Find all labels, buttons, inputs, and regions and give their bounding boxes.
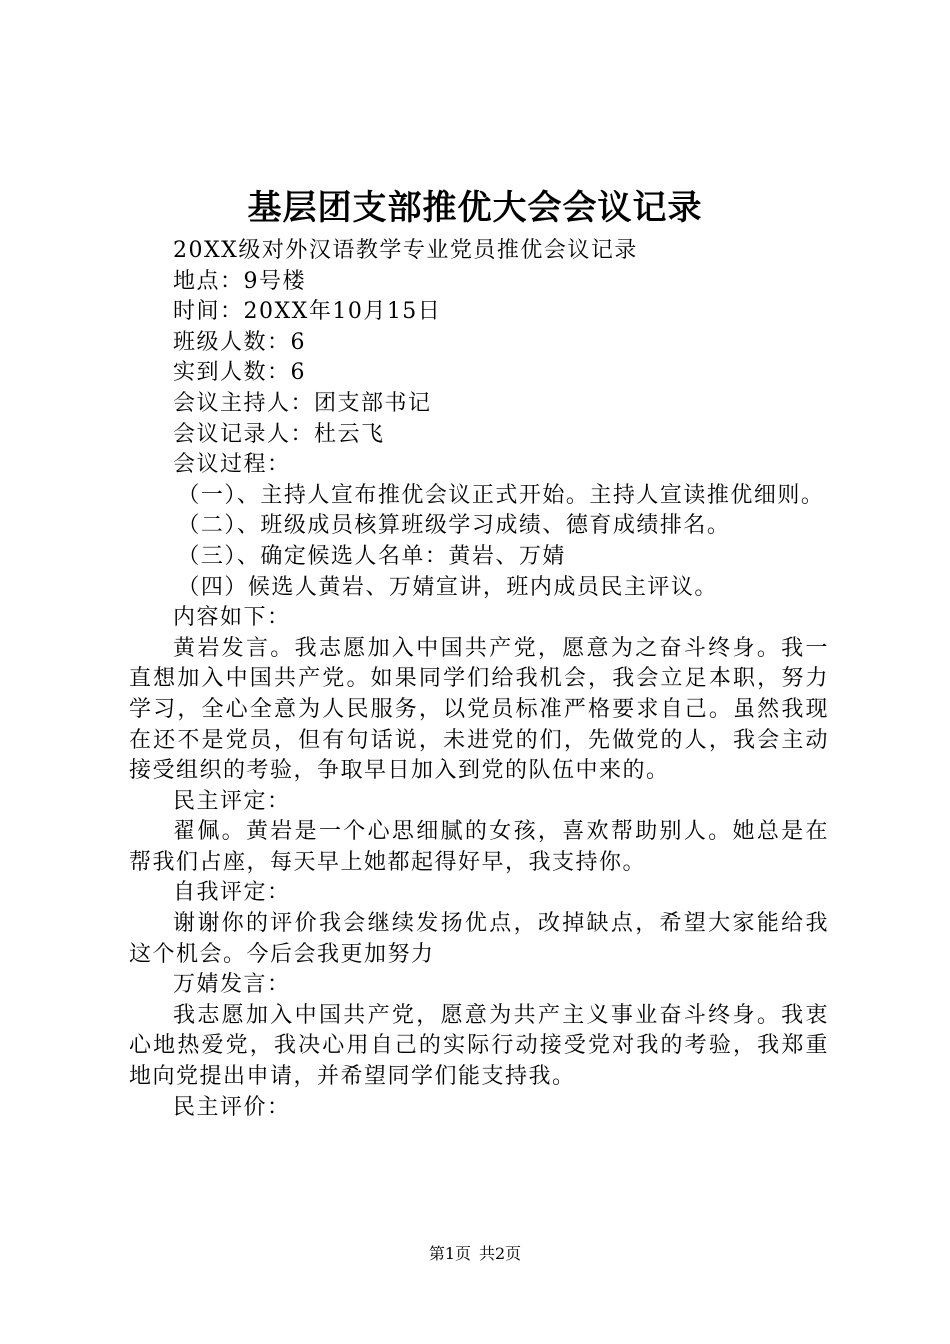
speech-wan-jing: 我志愿加入中国共产党，愿意为共产主义事业奋斗终身。我衷心地热爱党，我决心用自己的实际行动接受党对我的考验，我郑重地向党提出申请，并希望同学们能支持我。 — [129, 1002, 829, 1090]
content-heading: 内容如下： — [173, 605, 291, 631]
democratic-review-heading: 民主评定： — [173, 788, 291, 814]
attendance-line: 实到人数：6 — [173, 360, 306, 386]
self-review-text: 谢谢你的评价我会继续发扬优点，改掉缺点，希望大家能给我这个机会。今后会我更加努力 — [129, 911, 829, 967]
document-body — [129, 236, 829, 1123]
process-step-3: （三）、确定候选人名单：黄岩、万婧 — [177, 543, 566, 569]
speech-huang-yan: 黄岩发言。我志愿加入中国共产党，愿意为之奋斗终身。我一直想加入中国共产党。如果同学们给我机会，我会立足本职，努力学习，全心全意为人民服务，以党员标准严格要求自己。虽然我现在还不是党员，但有句话说，未进党的们，先做党的人，我会主动接受组织的考验，争取早日加入到党的队伍中来的。 — [129, 635, 829, 784]
location-line: 地点：9号楼 — [173, 268, 306, 294]
democratic-evaluation-heading: 民主评价： — [173, 1094, 291, 1120]
process-step-1: （一）、主持人宣布推优会议正式开始。主持人宣读推优细则。 — [177, 482, 825, 508]
page-number: 第1页 — [428, 1244, 471, 1263]
page-footer — [0, 1243, 950, 1265]
self-review-heading: 自我评定： — [173, 880, 291, 906]
speech-wan-jing-heading: 万婧发言： — [173, 972, 291, 998]
page-total: 共2页 — [479, 1244, 522, 1263]
recorder-line: 会议记录人：杜云飞 — [173, 421, 385, 447]
process-heading: 会议过程： — [173, 452, 291, 478]
host-line: 会议主持人：团支部书记 — [173, 390, 432, 416]
class-size-line: 班级人数：6 — [173, 329, 306, 355]
meeting-record-heading: 20XX级对外汉语教学专业党员推优会议记录 — [173, 238, 638, 263]
document-title: 基层团支部推优大会会议记录 — [247, 188, 703, 228]
process-step-2: （二）、班级成员核算班级学习成绩、德育成绩排名。 — [177, 513, 731, 539]
process-step-4: （四）候选人黄岩、万婧宣讲，班内成员民主评议。 — [177, 574, 718, 600]
review-zhai-pei: 翟佩。黄岩是一个心思细腻的女孩，喜欢帮助别人。她总是在帮我们占座，每天早上她都起得好早，我支持你。 — [129, 819, 829, 875]
time-line: 时间：20XX年10月15日 — [173, 299, 442, 325]
